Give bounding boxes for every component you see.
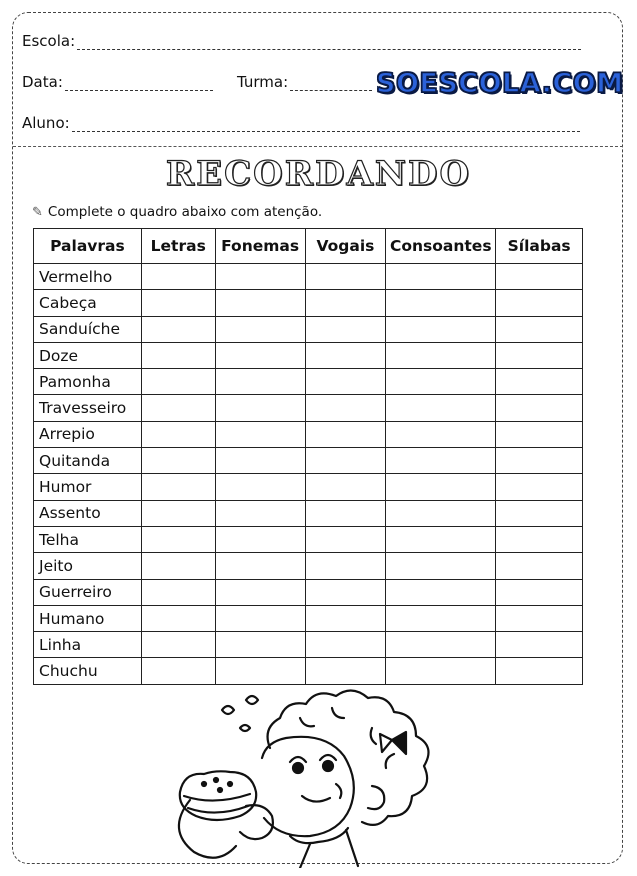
- answer-cell[interactable]: [215, 369, 305, 395]
- answer-cell[interactable]: [496, 421, 583, 447]
- table-row: [34, 342, 583, 368]
- answer-cell[interactable]: [305, 448, 386, 474]
- answer-cell[interactable]: [496, 526, 583, 552]
- header-divider: [13, 146, 623, 147]
- word-cell: Humor: [34, 474, 142, 500]
- table-row: [34, 474, 583, 500]
- answer-cell[interactable]: [305, 290, 386, 316]
- answer-cell[interactable]: [215, 448, 305, 474]
- table-row: [34, 369, 583, 395]
- answer-cell[interactable]: [496, 395, 583, 421]
- answer-cell[interactable]: [305, 342, 386, 368]
- date-line[interactable]: [65, 78, 213, 91]
- table-row: [34, 658, 583, 684]
- student-field[interactable]: [22, 114, 580, 132]
- word-cell: Doze: [34, 342, 142, 368]
- date-label: Data:: [22, 73, 63, 91]
- answer-cell[interactable]: [215, 421, 305, 447]
- answer-cell[interactable]: [305, 632, 386, 658]
- word-cell: Arrepio: [34, 421, 142, 447]
- answer-cell[interactable]: [215, 290, 305, 316]
- table-row: [34, 264, 583, 290]
- header-letras: Letras: [141, 229, 215, 264]
- child-eating-illustration: [150, 688, 480, 868]
- word-cell: Quitanda: [34, 448, 142, 474]
- answer-cell[interactable]: [305, 264, 386, 290]
- answer-cell[interactable]: [305, 579, 386, 605]
- answer-cell[interactable]: [386, 264, 496, 290]
- answer-cell[interactable]: [305, 526, 386, 552]
- answer-cell[interactable]: [305, 553, 386, 579]
- word-cell: Guerreiro: [34, 579, 142, 605]
- answer-cell[interactable]: [496, 500, 583, 526]
- header-fonemas: Fonemas: [215, 229, 305, 264]
- word-cell: Chuchu: [34, 658, 142, 684]
- answer-cell[interactable]: [141, 448, 215, 474]
- answer-cell[interactable]: [305, 316, 386, 342]
- table-row: [34, 448, 583, 474]
- page-title: RECORDANDO: [165, 154, 472, 194]
- answer-cell[interactable]: [386, 579, 496, 605]
- answer-cell[interactable]: [141, 579, 215, 605]
- table-row: [34, 605, 583, 631]
- answer-cell[interactable]: [496, 264, 583, 290]
- answer-cell[interactable]: [141, 605, 215, 631]
- answer-cell[interactable]: [141, 369, 215, 395]
- answer-cell[interactable]: [141, 632, 215, 658]
- header-palavras: Palavras: [34, 229, 142, 264]
- answer-cell[interactable]: [215, 474, 305, 500]
- answer-cell[interactable]: [215, 395, 305, 421]
- word-cell: Linha: [34, 632, 142, 658]
- answer-cell[interactable]: [386, 342, 496, 368]
- word-cell: Telha: [34, 526, 142, 552]
- answer-cell[interactable]: [386, 395, 496, 421]
- word-table: [33, 228, 583, 685]
- word-cell: Sanduíche: [34, 316, 142, 342]
- word-cell: Assento: [34, 500, 142, 526]
- answer-cell[interactable]: [215, 316, 305, 342]
- answer-cell[interactable]: [386, 421, 496, 447]
- answer-cell[interactable]: [496, 369, 583, 395]
- instruction: [32, 204, 322, 220]
- answer-cell[interactable]: [305, 369, 386, 395]
- answer-cell[interactable]: [305, 605, 386, 631]
- student-label: Aluno:: [22, 114, 70, 132]
- answer-cell[interactable]: [215, 264, 305, 290]
- word-cell: Travesseiro: [34, 395, 142, 421]
- answer-cell[interactable]: [215, 342, 305, 368]
- answer-cell[interactable]: [496, 448, 583, 474]
- answer-cell[interactable]: [215, 605, 305, 631]
- table-row: [34, 395, 583, 421]
- answer-cell[interactable]: [141, 342, 215, 368]
- answer-cell[interactable]: [386, 658, 496, 684]
- school-field[interactable]: [22, 32, 581, 50]
- table-row: [34, 500, 583, 526]
- answer-cell[interactable]: [305, 395, 386, 421]
- school-line[interactable]: [77, 37, 581, 50]
- word-cell: Humano: [34, 605, 142, 631]
- instruction-text: Complete o quadro abaixo com atenção.: [47, 204, 323, 220]
- answer-cell[interactable]: [305, 500, 386, 526]
- school-label: Escola:: [22, 32, 76, 50]
- answer-cell[interactable]: [141, 290, 215, 316]
- site-logo: SOESCOLA.COM: [376, 68, 624, 99]
- answer-cell[interactable]: [386, 474, 496, 500]
- answer-cell[interactable]: [305, 421, 386, 447]
- answer-cell[interactable]: [141, 526, 215, 552]
- student-line[interactable]: [72, 119, 580, 132]
- table-row: [34, 526, 583, 552]
- answer-cell[interactable]: [386, 500, 496, 526]
- table-row: [34, 290, 583, 316]
- table-row: [34, 579, 583, 605]
- table-header-row: [34, 229, 583, 264]
- word-cell: Vermelho: [34, 264, 142, 290]
- table-row: [34, 421, 583, 447]
- answer-cell[interactable]: [215, 632, 305, 658]
- answer-cell[interactable]: [305, 474, 386, 500]
- answer-cell[interactable]: [141, 421, 215, 447]
- header-vogais: Vogais: [305, 229, 386, 264]
- answer-cell[interactable]: [215, 500, 305, 526]
- table-row: [34, 316, 583, 342]
- answer-cell[interactable]: [141, 395, 215, 421]
- answer-cell[interactable]: [386, 448, 496, 474]
- table-row: [34, 632, 583, 658]
- answer-cell[interactable]: [496, 605, 583, 631]
- answer-cell[interactable]: [215, 579, 305, 605]
- answer-cell[interactable]: [496, 342, 583, 368]
- word-cell: Jeito: [34, 553, 142, 579]
- answer-cell[interactable]: [141, 553, 215, 579]
- answer-cell[interactable]: [496, 290, 583, 316]
- answer-cell[interactable]: [141, 316, 215, 342]
- date-field[interactable]: [22, 73, 213, 91]
- answer-cell[interactable]: [496, 579, 583, 605]
- word-cell: Pamonha: [34, 369, 142, 395]
- answer-cell[interactable]: [305, 658, 386, 684]
- class-line[interactable]: [290, 78, 372, 91]
- answer-cell[interactable]: [141, 500, 215, 526]
- answer-cell[interactable]: [215, 658, 305, 684]
- answer-cell[interactable]: [386, 316, 496, 342]
- answer-cell[interactable]: [386, 526, 496, 552]
- header-consoantes: Consoantes: [386, 229, 496, 264]
- class-label: Turma:: [237, 73, 289, 91]
- answer-cell[interactable]: [496, 316, 583, 342]
- answer-cell[interactable]: [496, 658, 583, 684]
- header-silabas: Sílabas: [496, 229, 583, 264]
- answer-cell[interactable]: [141, 658, 215, 684]
- table-row: [34, 553, 583, 579]
- answer-cell[interactable]: [215, 553, 305, 579]
- pencil-icon: ✎: [32, 204, 43, 220]
- answer-cell[interactable]: [496, 632, 583, 658]
- class-field[interactable]: [237, 73, 372, 91]
- answer-cell[interactable]: [386, 369, 496, 395]
- answer-cell[interactable]: [496, 553, 583, 579]
- answer-cell[interactable]: [141, 264, 215, 290]
- word-cell: Cabeça: [34, 290, 142, 316]
- answer-cell[interactable]: [386, 632, 496, 658]
- answer-cell[interactable]: [386, 290, 496, 316]
- answer-cell[interactable]: [386, 605, 496, 631]
- answer-cell[interactable]: [141, 474, 215, 500]
- answer-cell[interactable]: [215, 526, 305, 552]
- answer-cell[interactable]: [496, 474, 583, 500]
- answer-cell[interactable]: [386, 553, 496, 579]
